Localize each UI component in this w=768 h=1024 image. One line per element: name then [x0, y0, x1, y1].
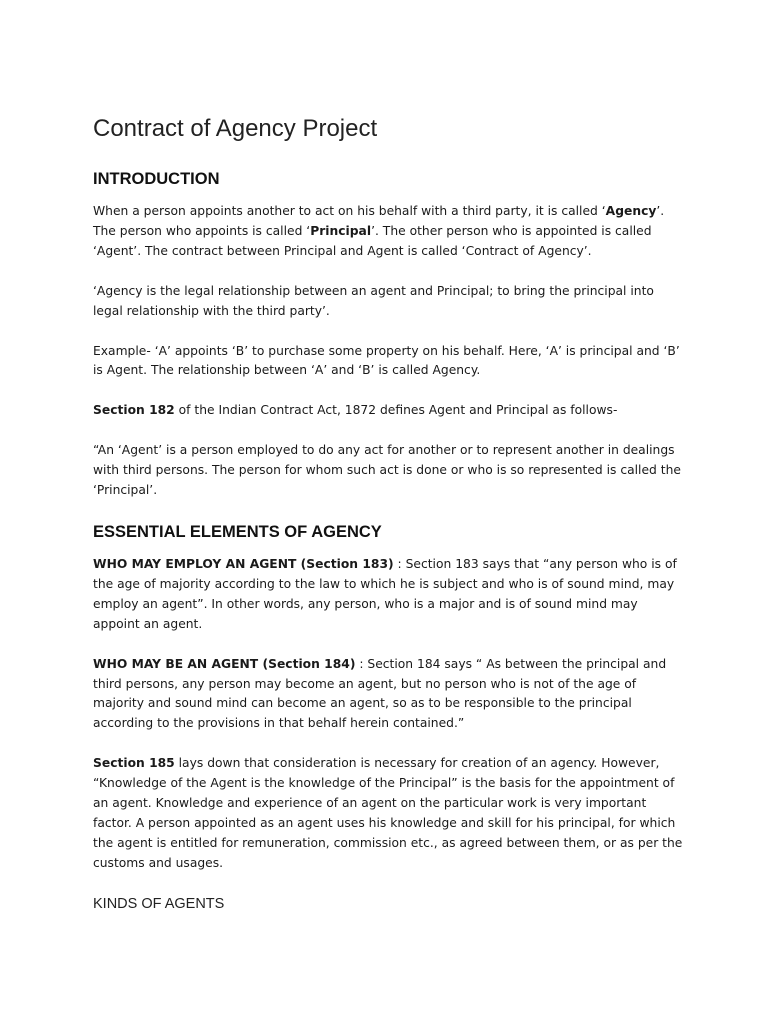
intro-paragraph-4 — [93, 401, 683, 421]
elements-paragraph-1 — [93, 555, 683, 635]
heading-introduction: INTRODUCTION — [93, 170, 220, 188]
elements-p3-text: lays down that consideration is necessary for creation of an agency. However, “Knowledge of the Agent is the knowledge of the Principal” is the basis for the appointment of an agent. Knowledge and experience of an agent on the particular work is very important factor. A person appointed as an agent uses his knowledge and skill for his principal, for which the agent is entitled for remuneration, commission etc., as agreed between them, or as per the customs and usages. — [93, 756, 683, 870]
intro-p1-text-3: ’. The other person who is appointed is called ‘Agent’. The contract between Principal and Agent is called ‘Contract of Agency’. — [93, 223, 652, 258]
heading-essential-elements: ESSENTIAL ELEMENTS OF AGENCY — [93, 522, 382, 541]
term-principal: Principal — [310, 223, 372, 238]
intro-paragraph-2: ‘Agency is the legal relationship between an agent and Principal; to bring the principal into legal relationship with the third party’. — [93, 283, 654, 318]
elements-p2-text: : Section 184 says “ As between the principal and third persons, any person may become an agent, but no person who is not of the age of majority and sound mind can become an agent, so as to be responsible to the principal according to the provisions in that behalf herein contained.” — [93, 656, 667, 731]
intro-p4-text: of the Indian Contract Act, 1872 defines Agent and Principal as follows- — [174, 403, 618, 418]
elements-paragraph-2 — [93, 655, 683, 735]
section-182-label: Section 182 — [93, 403, 175, 418]
document-title: Contract of Agency Project — [93, 115, 378, 142]
elements-p1-text: : Section 183 says that “any person who is of the age of majority according to the law to which he is subject and who is of sound mind, may employ an agent”. In other words, any person, who is a major and is of sound mind may appoint an agent. — [93, 556, 677, 631]
intro-p1-text-2: ’. The person who appoints is called ‘ — [93, 204, 665, 238]
document-body — [93, 114, 683, 914]
section-183-label: WHO MAY EMPLOY AN AGENT (Section 183) — [93, 556, 394, 571]
intro-paragraph-5: “An ‘Agent’ is a person employed to do any act for another or to represent another in dealings with third persons. The person for whom such act is done or who is so represented is called the ‘Principal’. — [93, 443, 681, 498]
term-agency: Agency — [605, 204, 657, 218]
intro-paragraph-1 — [93, 202, 683, 262]
intro-paragraph-3: Example- ‘A’ appoints ‘B’ to purchase some property on his behalf. Here, ‘A’ is principal and ‘B’ is Agent. The relationship between ‘A’ and ‘B’ is called Agency. — [93, 343, 680, 378]
intro-p1-text-1: When a person appoints another to act on his behalf with a third party, it is called ‘ — [93, 204, 606, 218]
elements-paragraph-3 — [93, 754, 683, 873]
heading-kinds-of-agents: KINDS OF AGENTS — [93, 895, 225, 912]
section-184-label: WHO MAY BE AN AGENT (Section 184) — [93, 656, 356, 671]
section-185-label: Section 185 — [93, 756, 175, 771]
